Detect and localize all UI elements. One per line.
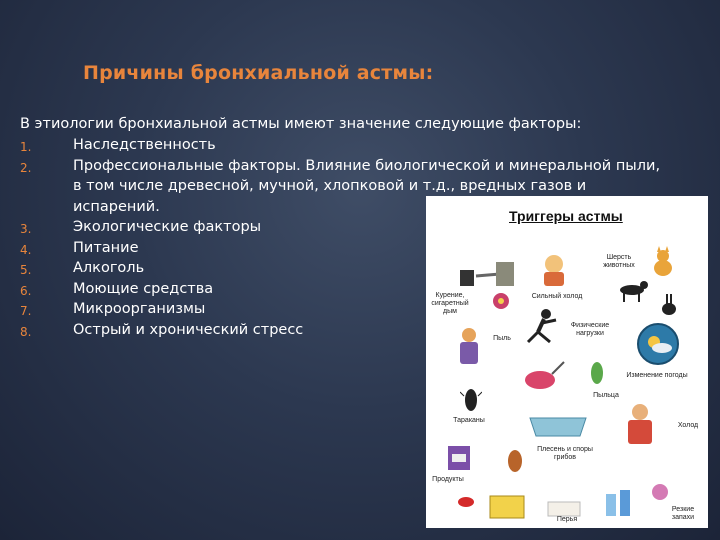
caption-bedding: Перья <box>556 516 578 523</box>
cat-icon <box>648 246 678 278</box>
list-number: 4. <box>20 242 32 257</box>
asthma-triggers-image <box>426 196 708 528</box>
child-cold-icon <box>532 252 576 288</box>
spray-flower-icon <box>648 480 672 504</box>
person-sneezing-icon <box>454 326 484 366</box>
list-number: 7. <box>20 304 32 318</box>
caption-perfume: Резкие запахи <box>671 506 695 521</box>
caption-roaches: Тараканы <box>453 417 485 424</box>
running-man-icon <box>522 308 562 344</box>
list-number: 5. <box>20 263 32 277</box>
list-number: 8. <box>20 324 32 339</box>
caption-weather: Изменение погоды <box>626 372 688 379</box>
cigarette-icon <box>456 260 516 290</box>
caption-pollen: Пыльца <box>593 392 619 399</box>
triggers-title: Триггеры астмы <box>509 208 623 224</box>
list-text: Профессиональные факторы. Влияние биологической и минеральной пыли, в том числе древесной, мучной, хлопковой и т.д., вредных газов и испарений. <box>73 157 661 215</box>
dog-icon <box>614 278 650 304</box>
bottles-icon <box>602 488 648 518</box>
food-box-icon <box>444 442 474 472</box>
list-number: 3. <box>20 222 32 236</box>
cockroach-icon <box>460 384 482 414</box>
list-number: 2. <box>20 160 32 175</box>
caption-cold: Сильный холод <box>531 293 583 300</box>
flower-icon <box>490 290 512 312</box>
caption-exercise: Физические нагрузки <box>570 322 610 337</box>
list-item <box>20 135 700 156</box>
list-number: 6. <box>20 283 32 298</box>
list-text: Острый и хронический стресс <box>73 321 304 338</box>
list-text: Экологические факторы <box>73 219 262 235</box>
caption-animals: Шерсть животных <box>603 254 635 269</box>
list-text: Алкоголь <box>73 260 145 276</box>
intro-text: В этиологии бронхиальной астмы имеют значение следующие факторы: <box>20 116 582 132</box>
list-text: Питание <box>73 239 139 256</box>
rabbit-icon <box>658 292 680 316</box>
caption-dust: Пыль <box>493 335 511 342</box>
vacuum-icon <box>520 360 566 392</box>
nut-icon <box>506 448 524 474</box>
list-text: Микроорганизмы <box>73 301 206 317</box>
list-text: Моющие средства <box>73 280 214 297</box>
caption-cold2: Холод <box>677 422 699 429</box>
leaf-icon <box>586 360 608 386</box>
bathtub-icon <box>526 406 590 440</box>
person-coughing-icon <box>622 402 662 446</box>
list-number: 1. <box>20 140 32 154</box>
chest-icon <box>486 488 530 520</box>
weather-icon <box>636 322 680 366</box>
crab-icon <box>454 490 478 510</box>
slide-title: Причины бронхиальной астмы: <box>83 62 434 84</box>
list-text: Наследственность <box>73 137 216 153</box>
caption-mold: Плесень и споры грибов <box>537 446 593 461</box>
caption-products: Продукты <box>432 476 464 483</box>
caption-smoke: Курение, сигаретный дым <box>431 292 469 315</box>
